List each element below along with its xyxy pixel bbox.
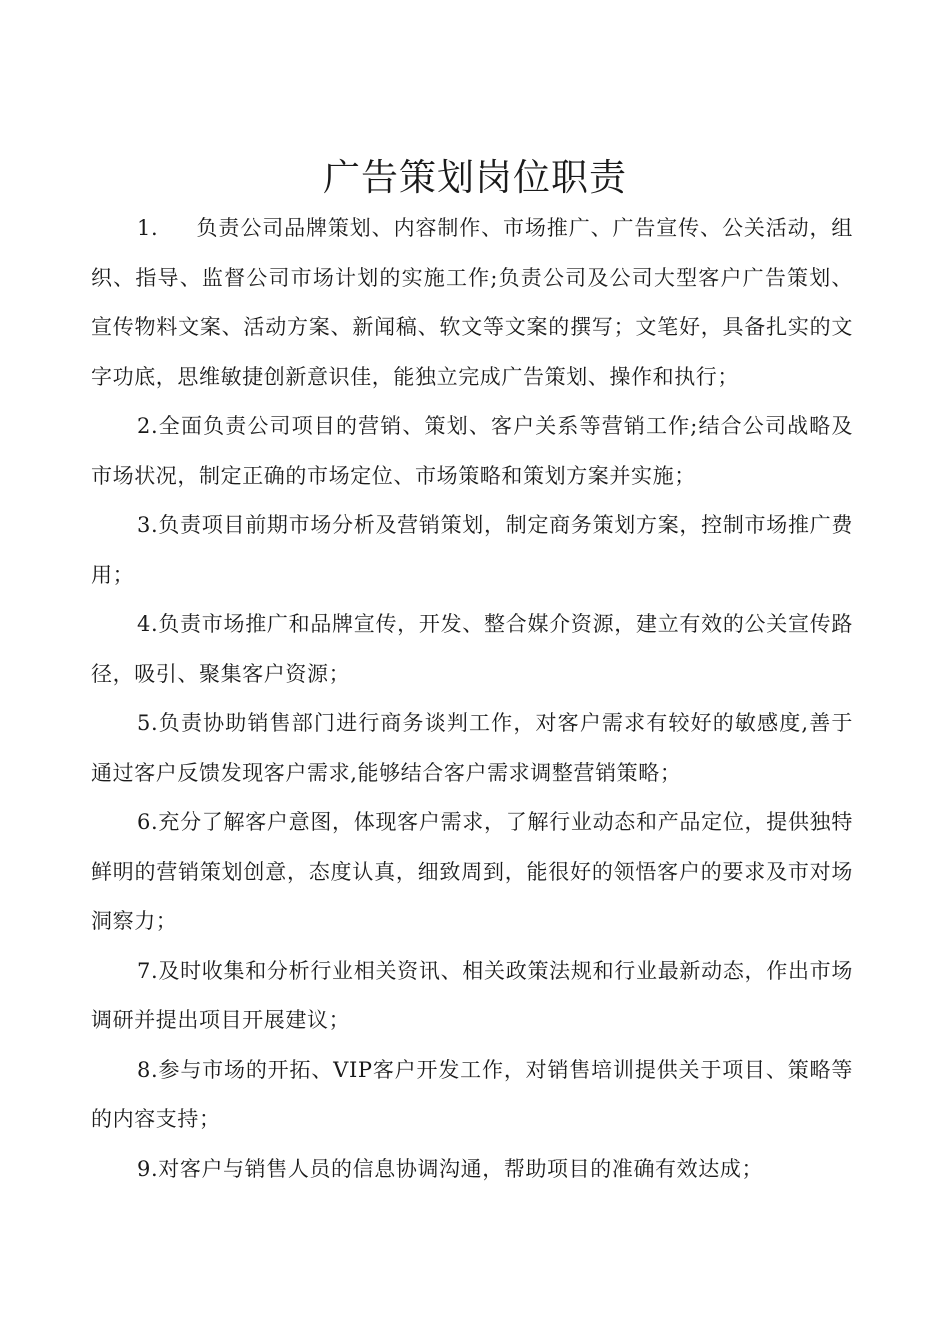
- duty-item-4: [91, 600, 853, 699]
- duty-text: 及时收集和分析行业相关资讯、相关政策法规和行业最新动态，作出市场调研并提出项目开展建议；: [91, 958, 853, 1032]
- page-title: 广告策划岗位职责: [323, 156, 627, 199]
- duty-item-2: [91, 402, 853, 501]
- duty-text: 全面负责公司项目的营销、策划、客户关系等营销工作;结合公司战略及市场状况，制定正确的市场定位、市场策略和策划方案并实施；: [91, 414, 853, 488]
- duty-number: 8.: [137, 1057, 159, 1082]
- duty-number: 3.: [137, 513, 159, 537]
- document-body: [91, 204, 853, 1194]
- duty-item-6: [91, 798, 853, 947]
- duty-number: 6.: [137, 810, 159, 834]
- duty-item-3: [91, 501, 853, 600]
- duty-text: 参与市场的开拓、VIP客户开发工作，对销售培训提供关于项目、策略等的内容支持；: [91, 1057, 853, 1131]
- duty-item-8: [91, 1046, 853, 1145]
- duty-item-7: [91, 947, 853, 1046]
- duty-number: 4.: [137, 612, 159, 636]
- duty-text: 对客户与销售人员的信息协调沟通，帮助项目的准确有效达成；: [158, 1156, 764, 1181]
- duty-number: 1.: [137, 216, 159, 240]
- duty-item-9: [91, 1145, 853, 1195]
- duty-item-5: [91, 699, 853, 798]
- duty-number: 2.: [137, 414, 159, 438]
- duty-text: 充分了解客户意图，体现客户需求，了解行业动态和产品定位，提供独特鲜明的营销策划创意，态度认真，细致周到，能很好的领悟客户的要求及市对场洞察力；: [91, 810, 853, 933]
- duty-number: 5.: [137, 711, 159, 735]
- duty-number: 9.: [137, 1156, 159, 1181]
- duty-text: 负责项目前期市场分析及营销策划，制定商务策划方案，控制市场推广费用；: [91, 513, 853, 587]
- duty-item-1: [91, 204, 853, 402]
- duty-text: 负责协助销售部门进行商务谈判工作，对客户需求有较好的敏感度,善于通过客户反馈发现客户需求,能够结合客户需求调整营销策略；: [91, 711, 853, 785]
- duty-text: 负责市场推广和品牌宣传，开发、整合媒介资源，建立有效的公关宣传路径，吸引、聚集客户资源；: [91, 612, 853, 686]
- duty-text: 负责公司品牌策划、内容制作、市场推广、广告宣传、公关活动，组织、指导、监督公司市场计划的实施工作;负责公司及公司大型客户广告策划、宣传物料文案、活动方案、新闻稿、软文等文案的撰写；文笔好，具备扎实的文字功底，思维敏捷创新意识佳，能独立完成广告策划、操作和执行；: [91, 216, 853, 389]
- duty-number: 7.: [137, 958, 159, 983]
